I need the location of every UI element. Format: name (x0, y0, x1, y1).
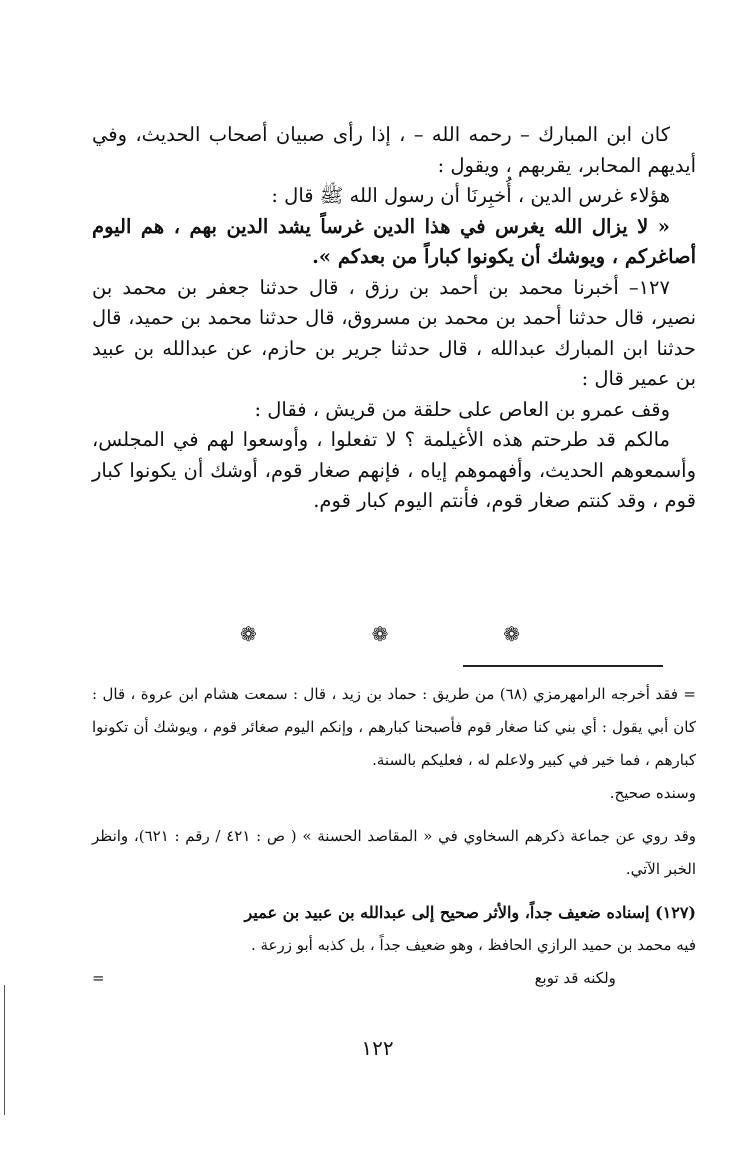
paragraph-ibn-mubarak: كان ابن المبارك – رحمه الله – ، إذا رأى صبيان أصحاب الحديث، وفي أيديهم المحابر، يقربهم ، ويقول : (92, 123, 696, 177)
flower-ornament-icon: ❁ (503, 622, 520, 646)
continuation-mark: = (92, 969, 105, 987)
paragraph-amr-speech: مالكم قد طرحتم هذه الأغيلمة ؟ لا تفعلوا ، وأوسعوا لهم في المجلس، وأسمعوهم الحديث، وأفهموهم إياه ، فإنهم صغار قوم، أوشك أن يكونوا كبار قوم ، وقد كنتم صغار قوم، فأنتم اليوم كبار قوم. (92, 428, 696, 512)
footnote-continued-text: ولكنه قد توبع (534, 969, 616, 987)
footnote-ramahurmuzi: = فقد أخرجه الرامهرمزي (٦٨) من طريق : حماد بن زيد ، قال : سمعت هشام ابن عروة ، قال : كان أبي يقول : أي بني كنا صغار قوم فأصبحنا كبارهم ، وإنكم اليوم صغائر قوم ، ويوشك أن تكونوا كبارهم ، فما خير في كبير ولاعلم له ، فعليكم بالسنة. (92, 685, 697, 769)
hadith-quote: « لا يزال الله يغرس في هذا الدين غرساً يشد الدين بهم ، هم اليوم أصاغركم ، ويوشك أن يكونوا كباراً من بعدكم ». (92, 214, 696, 268)
page-number: ١٢٢ (361, 1036, 394, 1060)
paragraph-ghars-ad-din: هؤلاء غرس الدين ، أُخبِرنَا أن رسول الله ﷺ قال : (271, 184, 670, 207)
main-text (92, 120, 696, 517)
flower-ornament-icon: ❁ (371, 622, 389, 646)
paragraph-amr-ibn-al-as: وقف عمرو بن العاص على حلقة من قريش ، فقال : (254, 397, 670, 421)
footnotes (92, 678, 696, 995)
flower-ornament-icon: ❁ (240, 622, 257, 646)
footnote-127-detail: فيه محمد بن حميد الرازي الحافظ ، وهو ضعيف جداً ، بل كذبه أبو زرعة . (250, 936, 696, 954)
section-ornaments (240, 622, 520, 646)
footnote-separator (463, 665, 663, 667)
footnote-sakhawi: وقد روي عن جماعة ذكرهم السخاوي في « المقاصد الحسنة » ( ص : ٤٢١ / رقم : ٦٢١)، وانظر الخبر الآتي. (92, 827, 696, 878)
isnad-127: ١٢٧– أخبرنا محمد بن أحمد بن رزق ، قال حدثنا جعفر بن محمد بن نصير، قال حدثنا أحمد بن محمد بن مسروق، قال حدثنا محمد بن حميد، قال حدثنا ابن المبارك عبدالله ، قال حدثنا جرير بن حازم، عن عبدالله بن عبيد بن عمير قال : (92, 275, 696, 390)
footnote-127-heading: (١٢٧) إسناده ضعيف جداً، والأثر صحيح إلى عبدالله بن عبيد بن عمير (244, 903, 696, 922)
footnote-sanad: وسنده صحيح. (609, 784, 696, 802)
footnote-127-continued (92, 962, 696, 995)
